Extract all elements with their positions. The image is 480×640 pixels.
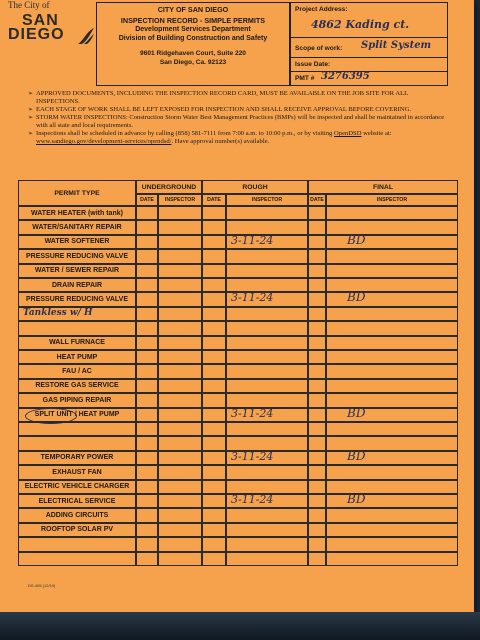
table-cell-r5-c6[interactable] <box>326 278 458 292</box>
table-cell-r2-c6[interactable] <box>326 232 458 249</box>
table-cell-r9-c4[interactable] <box>226 336 308 350</box>
table-cell-r3-c3[interactable] <box>202 249 226 263</box>
table-cell-r0-c6[interactable] <box>326 206 458 220</box>
table-cell-r18-c2[interactable] <box>158 465 202 479</box>
table-cell-r15-c4[interactable] <box>226 422 308 436</box>
table-cell-r20-c1[interactable] <box>136 494 158 508</box>
note-4-post: . Have approval number(s) available. <box>171 138 270 145</box>
form-code: DS-405 (12/19) <box>28 583 56 588</box>
table-cell-r24-c6[interactable] <box>326 552 458 566</box>
table-cell-r10-c5[interactable] <box>308 350 326 364</box>
table-cell-r19-c1[interactable] <box>136 480 158 494</box>
table-cell-r6-c6[interactable] <box>326 292 458 306</box>
table-cell-r12-c1[interactable] <box>136 379 158 393</box>
instructions <box>28 90 448 146</box>
subheader-date-4: DATE <box>308 194 326 206</box>
table-cell-r16-c6[interactable] <box>326 436 458 450</box>
table-cell-r3-c1[interactable] <box>136 249 158 263</box>
table-cell-r22-c2[interactable] <box>158 523 202 537</box>
permit-type-row-10: HEAT PUMP <box>18 350 136 364</box>
table-cell-r3-c5[interactable] <box>308 249 326 263</box>
logo-the-city: The City of <box>8 0 50 10</box>
table-cell-r23-c2[interactable] <box>158 537 202 551</box>
opendsd-link[interactable]: OpenDSD <box>334 130 362 137</box>
table-cell-r1-c5[interactable] <box>308 220 326 234</box>
table-cell-r21-c5[interactable] <box>308 508 326 522</box>
table-cell-r15-c1[interactable] <box>136 422 158 436</box>
table-cell-r10-c1[interactable] <box>136 350 158 364</box>
header-rough: ROUGH <box>202 180 308 194</box>
table-cell-r20-c5[interactable] <box>308 494 326 508</box>
table-cell-r8-c1[interactable] <box>136 321 158 335</box>
table-cell-r2-c2[interactable] <box>158 235 202 249</box>
table-cell-r11-c3[interactable] <box>202 364 226 378</box>
table-cell-r9-c2[interactable] <box>158 336 202 350</box>
table-cell-r21-c1[interactable] <box>136 508 158 522</box>
project-address-row <box>291 3 447 38</box>
table-cell-r12-c4[interactable] <box>226 379 308 393</box>
table-cell-r19-c5[interactable] <box>308 480 326 494</box>
table-cell-r15-c6[interactable] <box>326 422 458 436</box>
note-3: ➢ STORM WATER INSPECTIONS: Construction Storm Water Best Management Practices (BMPs) will be inspected and shall be maintained in accordance with all state and local requirements. <box>28 114 448 130</box>
subheader-inspector-5: INSPECTOR <box>326 194 458 206</box>
table-cell-r1-c6[interactable] <box>326 220 458 234</box>
permit-type-row-11: FAU / AC <box>18 364 136 378</box>
table-cell-r9-c6[interactable] <box>326 336 458 350</box>
table-cell-r18-c1[interactable] <box>136 465 158 479</box>
permit-type-row-5: DRAIN REPAIR <box>18 278 136 292</box>
logo-diego: DIEGO <box>8 26 65 43</box>
table-cell-r2-c4[interactable] <box>226 235 308 249</box>
final-date-row-17: 3-11-24 <box>231 449 274 463</box>
table-cell-r0-c5[interactable] <box>308 206 326 220</box>
permit-type-row-19: ELECTRIC VEHICLE CHARGER <box>18 480 136 494</box>
table-cell-r14-c6[interactable] <box>326 405 458 422</box>
project-address-value: 4862 Kading ct. <box>311 18 410 31</box>
header-line3: Development Services Department <box>135 26 251 33</box>
permit-type-row-4: WATER / SEWER REPAIR <box>18 264 136 278</box>
scope-value: Split System <box>361 40 432 51</box>
table-cell-r24-c4[interactable] <box>226 552 308 566</box>
note-2: ➢ EACH STAGE OF WORK SHALL BE LEFT EXPOSED FOR INSPECTION AND SHALL RECEIVE APPROVAL BEFORE COVERING. <box>28 106 448 114</box>
table-cell-r6-c5[interactable] <box>308 292 326 306</box>
table-cell-r2-c3[interactable] <box>202 235 226 249</box>
note-4-mid: website at: <box>361 130 392 137</box>
header-permit-type: PERMIT TYPE <box>18 180 136 206</box>
table-cell-r0-c1[interactable] <box>136 206 158 220</box>
table-cell-r19-c3[interactable] <box>202 480 226 494</box>
header-line4: Division of Building Construction and Safety <box>118 35 268 42</box>
table-cell-r9-c1[interactable] <box>136 336 158 350</box>
project-info-box <box>290 2 448 86</box>
permit-type-row-24 <box>18 552 136 566</box>
table-cell-r13-c3[interactable] <box>202 393 226 407</box>
table-cell-r17-c5[interactable] <box>308 451 326 465</box>
table-cell-r6-c1[interactable] <box>136 292 158 306</box>
table-cell-r14-c3[interactable] <box>202 408 226 422</box>
table-cell-r15-c2[interactable] <box>158 422 202 436</box>
logo-wave-icon <box>76 26 96 46</box>
table-cell-r4-c5[interactable] <box>308 264 326 278</box>
permit-type-row-18: EXHAUST FAN <box>18 465 136 479</box>
permit-type-row-15 <box>18 422 136 436</box>
table-cell-r13-c1[interactable] <box>136 393 158 407</box>
table-cell-r4-c3[interactable] <box>202 264 226 278</box>
table-cell-r10-c6[interactable] <box>326 350 458 364</box>
header-underground: UNDERGROUND <box>136 180 202 194</box>
table-cell-r16-c5[interactable] <box>308 436 326 450</box>
table-cell-r23-c5[interactable] <box>308 537 326 551</box>
permit-type-row-12: RESTORE GAS SERVICE <box>18 379 136 393</box>
table-cell-r24-c2[interactable] <box>158 552 202 566</box>
header-line1: CITY OF SAN DIEGO <box>157 5 229 14</box>
table-cell-r10-c4[interactable] <box>226 350 308 364</box>
table-cell-r10-c2[interactable] <box>158 350 202 364</box>
table-cell-r21-c3[interactable] <box>202 508 226 522</box>
table-cell-r4-c6[interactable] <box>326 264 458 278</box>
table-cell-r7-c5[interactable] <box>308 307 326 321</box>
final-inspector-initials-row-20: BD <box>347 492 366 506</box>
table-cell-r0-c2[interactable] <box>158 206 202 220</box>
final-date-row-2: 3-11-24 <box>231 233 274 247</box>
issue-date-label: Issue Date: <box>295 61 331 68</box>
table-cell-r7-c2[interactable] <box>158 307 202 321</box>
table-cell-r11-c2[interactable] <box>158 364 202 378</box>
table-cell-r19-c4[interactable] <box>226 480 308 494</box>
table-cell-r8-c4[interactable] <box>226 321 308 335</box>
table-cell-r15-c5[interactable] <box>308 422 326 436</box>
table-cell-r4-c1[interactable] <box>136 264 158 278</box>
table-cell-r17-c4[interactable] <box>226 451 308 465</box>
header-line2: INSPECTION RECORD - SIMPLE PERMITS <box>120 16 266 25</box>
table-cell-r11-c5[interactable] <box>308 364 326 378</box>
table-cell-r23-c4[interactable] <box>226 537 308 551</box>
table-cell-r8-c6[interactable] <box>326 321 458 335</box>
table-cell-r22-c4[interactable] <box>226 523 308 537</box>
final-date-row-14: 3-11-24 <box>231 406 274 420</box>
table-cell-r2-c5[interactable] <box>308 235 326 249</box>
table-cell-r20-c4[interactable] <box>226 494 308 508</box>
table-cell-r7-c6[interactable] <box>326 307 458 321</box>
table-cell-r10-c3[interactable] <box>202 350 226 364</box>
inspection-table <box>18 180 468 580</box>
permit-type-row-22: ROOFTOP SOLAR PV <box>18 523 136 537</box>
table-cell-r23-c6[interactable] <box>326 537 458 551</box>
subheader-date-2: DATE <box>202 194 226 206</box>
logo-san: SAN <box>22 12 59 29</box>
table-cell-r20-c3[interactable] <box>202 494 226 508</box>
table-cell-r1-c1[interactable] <box>136 220 158 234</box>
table-cell-r23-c1[interactable] <box>136 537 158 551</box>
permit-type-row-17: TEMPORARY POWER <box>18 451 136 465</box>
table-cell-r18-c5[interactable] <box>308 465 326 479</box>
table-cell-r20-c6[interactable] <box>326 494 458 508</box>
permit-type-row-14: SPLIT UNIT / HEAT PUMP <box>18 408 136 422</box>
table-cell-r18-c3[interactable] <box>202 465 226 479</box>
table-cell-r1-c4[interactable] <box>226 220 308 234</box>
table-cell-r19-c2[interactable] <box>158 480 202 494</box>
permit-type-row-1: WATER/SANITARY REPAIR <box>18 220 136 234</box>
table-cell-r18-c4[interactable] <box>226 465 308 479</box>
table-cell-r11-c4[interactable] <box>226 364 308 378</box>
table-cell-r12-c6[interactable] <box>326 379 458 393</box>
table-cell-r14-c5[interactable] <box>308 408 326 422</box>
permit-type-row-0: WATER HEATER (with tank) <box>18 206 136 220</box>
table-cell-r22-c5[interactable] <box>308 523 326 537</box>
table-cell-r5-c3[interactable] <box>202 278 226 292</box>
table-cell-r17-c6[interactable] <box>326 448 458 465</box>
table-cell-r11-c6[interactable] <box>326 364 458 378</box>
pmt-row <box>291 71 447 85</box>
table-cell-r1-c3[interactable] <box>202 220 226 234</box>
table-cell-r13-c2[interactable] <box>158 393 202 407</box>
table-cell-r8-c2[interactable] <box>158 321 202 335</box>
pmt-label: PMT # <box>295 75 315 82</box>
table-cell-r24-c3[interactable] <box>202 552 226 566</box>
header-final: FINAL <box>308 180 458 194</box>
permit-type-row-6: PRESSURE REDUCING VALVE <box>18 292 136 306</box>
table-cell-r16-c3[interactable] <box>202 436 226 450</box>
table-cell-r12-c5[interactable] <box>308 379 326 393</box>
permit-type-row-20: ELECTRICAL SERVICE <box>18 494 136 508</box>
permit-type-row-7 <box>18 307 136 321</box>
table-cell-r9-c5[interactable] <box>308 336 326 350</box>
table-cell-r6-c2[interactable] <box>158 292 202 306</box>
table-cell-r14-c1[interactable] <box>136 408 158 422</box>
table-cell-r8-c5[interactable] <box>308 321 326 335</box>
table-cell-r17-c3[interactable] <box>202 451 226 465</box>
table-cell-r4-c2[interactable] <box>158 264 202 278</box>
table-cell-r23-c3[interactable] <box>202 537 226 551</box>
table-cell-r20-c2[interactable] <box>158 494 202 508</box>
table-cell-r13-c5[interactable] <box>308 393 326 407</box>
scope-label: Scope of work: <box>295 45 343 52</box>
header-address2: San Diego, Ca. 92123 <box>159 59 227 66</box>
table-cell-r0-c4[interactable] <box>226 206 308 220</box>
opendsd-url-link[interactable]: www.sandiego.gov/development-services/opendsd/ <box>36 138 172 145</box>
table-cell-r3-c2[interactable] <box>158 249 202 263</box>
table-cell-r7-c1[interactable] <box>136 307 158 321</box>
table-cell-r5-c2[interactable] <box>158 278 202 292</box>
table-cell-r21-c6[interactable] <box>326 508 458 522</box>
table-cell-r11-c1[interactable] <box>136 364 158 378</box>
permit-type-row-13: GAS PIPING REPAIR <box>18 393 136 407</box>
permit-type-row-9: WALL FURNACE <box>18 336 136 350</box>
table-cell-r17-c2[interactable] <box>158 451 202 465</box>
project-address-label: Project Address: <box>295 6 348 13</box>
subheader-inspector-3: INSPECTOR <box>226 194 308 206</box>
final-inspector-initials-row-6: BD <box>347 290 366 305</box>
table-cell-r6-c4[interactable] <box>226 292 308 306</box>
note-1: ➢ APPROVED DOCUMENTS, INCLUDING THE INSPECTION RECORD CARD, MUST BE AVAILABLE ON THE JOB SITE FOR ALL INSPECTIONS. <box>28 90 448 106</box>
table-cell-r12-c2[interactable] <box>158 379 202 393</box>
table-cell-r22-c1[interactable] <box>136 523 158 537</box>
table-cell-r18-c6[interactable] <box>326 465 458 479</box>
table-cell-r15-c3[interactable] <box>202 422 226 436</box>
table-cell-r16-c2[interactable] <box>158 436 202 450</box>
permit-type-row-2: WATER SOFTENER <box>18 235 136 249</box>
note-4 <box>28 130 448 146</box>
table-cell-r22-c3[interactable] <box>202 523 226 537</box>
table-cell-r7-c3[interactable] <box>202 307 226 321</box>
table-cell-r9-c3[interactable] <box>202 336 226 350</box>
note-4-pre: Inspections shall be scheduled in advance by calling (858) 581-7111 from 7:00 a.m. to 10:00 p.m., or by visiting <box>36 130 335 137</box>
table-cell-r6-c3[interactable] <box>202 292 226 306</box>
table-cell-r3-c4[interactable] <box>226 249 308 263</box>
table-cell-r21-c2[interactable] <box>158 508 202 522</box>
permit-type-row-21: ADDING CIRCUITS <box>18 508 136 522</box>
issue-date-row <box>291 57 447 72</box>
final-inspector-initials-row-17: BD <box>347 448 366 463</box>
subheader-date-0: DATE <box>136 194 158 206</box>
table-cell-r16-c4[interactable] <box>226 436 308 450</box>
table-cell-r5-c5[interactable] <box>308 278 326 292</box>
pmt-value: 3276395 <box>321 71 370 82</box>
table-cell-r14-c4[interactable] <box>226 408 308 422</box>
table-cell-r0-c3[interactable] <box>202 206 226 220</box>
header-box <box>96 2 290 86</box>
table-cell-r2-c1[interactable] <box>136 235 158 249</box>
table-cell-r5-c4[interactable] <box>226 278 308 292</box>
table-cell-r4-c4[interactable] <box>226 264 308 278</box>
floor-background <box>0 612 480 640</box>
final-date-row-20: 3-11-24 <box>231 493 274 506</box>
table-cell-r12-c3[interactable] <box>202 379 226 393</box>
permit-type-row-8 <box>18 321 136 335</box>
permit-type-row-23 <box>18 537 136 551</box>
final-inspector-initials-row-2: BD <box>347 232 366 247</box>
city-logo <box>6 0 98 50</box>
table-cell-r5-c1[interactable] <box>136 278 158 292</box>
table-cell-r3-c6[interactable] <box>326 249 458 263</box>
table-cell-r16-c1[interactable] <box>136 436 158 450</box>
subheader-inspector-1: INSPECTOR <box>158 194 202 206</box>
table-cell-r24-c1[interactable] <box>136 552 158 566</box>
permit-type-row-3: PRESSURE REDUCING VALVE <box>18 249 136 263</box>
table-cell-r19-c6[interactable] <box>326 480 458 494</box>
table-cell-r13-c6[interactable] <box>326 393 458 407</box>
handwritten-tankless-note: Tankless w/ H <box>23 307 93 318</box>
scope-row <box>291 37 447 58</box>
header-address1: 9601 Ridgehaven Court, Suite 220 <box>140 50 246 57</box>
final-date-row-6: 3-11-24 <box>231 291 274 305</box>
table-cell-r14-c2[interactable] <box>158 408 202 422</box>
table-cell-r21-c4[interactable] <box>226 508 308 522</box>
final-inspector-initials-row-14: BD <box>347 405 366 420</box>
table-cell-r24-c5[interactable] <box>308 552 326 566</box>
table-cell-r22-c6[interactable] <box>326 523 458 537</box>
table-cell-r7-c4[interactable] <box>226 307 308 321</box>
table-cell-r8-c3[interactable] <box>202 321 226 335</box>
table-cell-r1-c2[interactable] <box>158 220 202 234</box>
table-cell-r17-c1[interactable] <box>136 451 158 465</box>
table-cell-r13-c4[interactable] <box>226 393 308 407</box>
permit-type-row-16 <box>18 436 136 450</box>
